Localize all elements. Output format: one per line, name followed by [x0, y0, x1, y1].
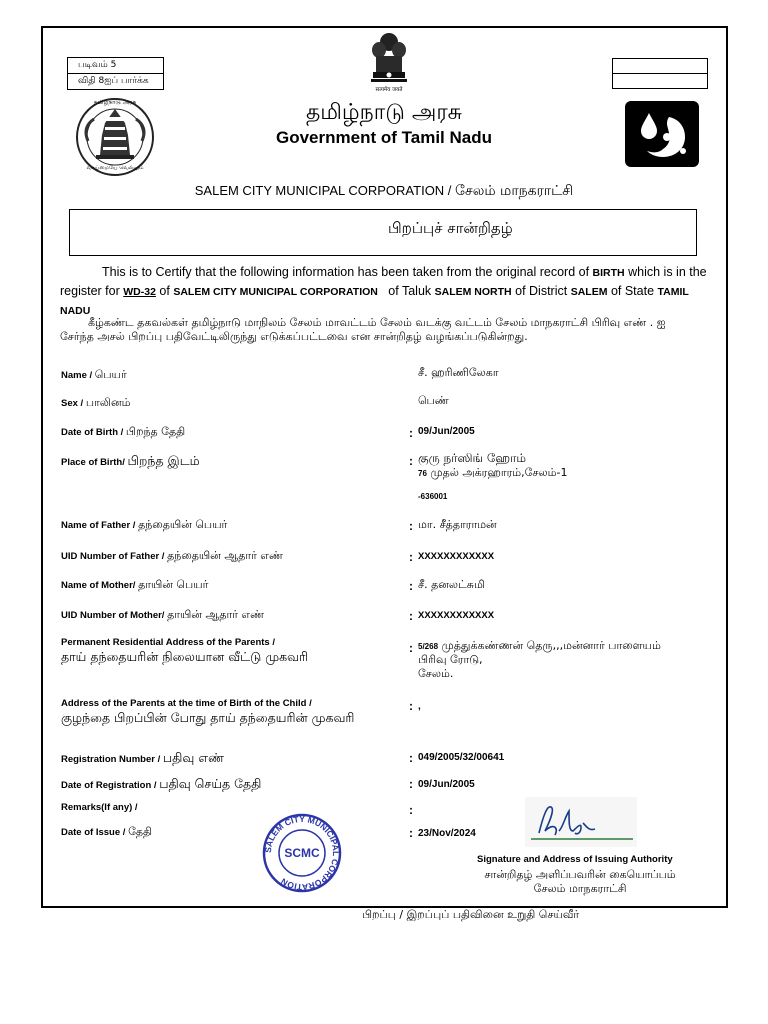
certification-statement-en: This is to Certify that the following information has been taken from the original record of BIRTH which is in the register for WD-32 of SALEM CITY MUNICIPAL CORPORATION of Taluk SALEM NORTH of District SALEM of State TAMIL NADU — [60, 265, 707, 317]
taluk: SALEM NORTH — [434, 286, 512, 298]
ward-number: WD-32 — [123, 286, 156, 298]
seal-top-text: தமிழ்நாடு அரசு — [93, 99, 137, 106]
certificate-title-box — [69, 209, 697, 256]
emblem-caption: सत्यमेव जयते — [375, 87, 403, 93]
signature-caption-en: Signature and Address of Issuing Authority — [477, 854, 673, 865]
svg-text:SALEM CITY MUNICIPAL CORPORATI: SALEM CITY MUNICIPAL CORPORATION — [262, 813, 342, 893]
value-sex: பெண் — [418, 394, 449, 407]
value-pob-line1: குரு நர்ஸிங் ஹோம் — [418, 451, 527, 465]
value-permanent-address-line3: சேலம். — [418, 667, 454, 680]
value-father: மா. சீத்தாராமன் — [418, 518, 497, 531]
national-emblem — [366, 30, 412, 94]
title-tamil: தமிழ்நாடு அரசு — [305, 100, 463, 125]
form-number: படிவம் 5 — [78, 60, 117, 70]
corporation-stamp — [258, 813, 346, 893]
label-remarks: Remarks(If any) / — [61, 802, 138, 813]
value-registration-number: 049/2005/32/00641 — [418, 752, 505, 763]
label-mother: Name of Mother/ தாயின் பெயர் — [61, 578, 209, 591]
value-dob: 09/Jun/2005 — [418, 426, 475, 437]
label-name: Name / பெயர் — [61, 368, 127, 381]
form-number-box — [67, 57, 164, 90]
signature-scribble-icon — [525, 797, 637, 847]
corporation-name-ta: சேலம் மாநகராட்சி — [455, 183, 574, 199]
round-stamp-icon — [258, 813, 346, 893]
label-issue-date: Date of Issue / தேதி — [61, 825, 153, 838]
state: TAMIL NADU — [60, 286, 689, 317]
value-issue-date: 23/Nov/2024 — [418, 828, 476, 839]
seal-bottom-text: வாய்மையே வெல்லும் — [86, 165, 144, 171]
label-uid-father: UID Number of Father / தந்தையின் ஆதார் எண் — [61, 549, 283, 562]
label-dob: Date of Birth / பிறந்த தேதி — [61, 425, 186, 438]
value-permanent-address-line2: பிரிவு ரோடு, — [418, 653, 483, 666]
label-uid-mother: UID Number of Mother/ தாயின் ஆதார் எண் — [61, 608, 265, 621]
svg-text:SCMC: SCMC — [284, 846, 320, 860]
value-pob-line2: 76 முதல் அக்ரஹாரம்,சேலம்-1 — [418, 466, 568, 479]
value-permanent-address-line1: 5/268 முத்துக்கண்ணன் தெரு,,,மன்னார் பாளையம் — [418, 639, 661, 652]
label-permanent-address: Permanent Residential Address of the Parents / தாய் தந்தையரின் நிலையான வீட்டு முகவரி — [61, 637, 309, 664]
record-type: BIRTH — [592, 267, 625, 279]
label-father: Name of Father / தந்தையின் பெயர் — [61, 518, 228, 531]
value-uid-father: XXXXXXXXXXXX — [418, 551, 495, 562]
footer-note: பிறப்பு / இறப்புப் பதிவினை உறுதி செய்வீர் — [362, 908, 580, 921]
signature-caption-ta: சான்றிதழ் அளிப்பவரின் கையொப்பம் சேலம் மாநகராட்சி — [484, 868, 676, 895]
value-name: சீ. ஹரிணிலேகா — [418, 366, 499, 379]
district: SALEM — [570, 286, 608, 298]
corporation-name — [0, 183, 768, 201]
title-english: Government of Tamil Nadu — [276, 128, 492, 147]
value-uid-mother: XXXXXXXXXXXX — [418, 610, 495, 621]
value-registration-date: 09/Jun/2005 — [418, 779, 475, 790]
label-sex: Sex / பாலினம் — [61, 396, 131, 409]
certification-statement-ta: கீழ்கண்ட தகவல்கள் தமிழ்நாடு மாநிலம் சேலம் மாவட்டம் சேலம் வடக்கு வட்டம் சேலம் மாநகராட்சி பிரிவு எண் . ஐ சேர்ந்த அசல் பிறப்பு பதிவேட்டிலிருந்து எடுக்கப்பட்டவை என சான்றிதழ் வழங்கப்படுகின்றது. — [60, 316, 666, 343]
label-birth-address: Address of the Parents at the time of Birth of the Child / குழந்தை பிறப்பின் போது தாய் தந்தையரின் முகவரி — [61, 698, 355, 725]
label-registration-number: Registration Number / பதிவு எண் — [61, 750, 225, 765]
label-pob: Place of Birth/ பிறந்த இடம் — [61, 453, 200, 468]
value-pob-pincode: -636001 — [418, 492, 448, 501]
reference-box — [612, 58, 708, 89]
signature — [525, 797, 637, 847]
value-birth-address: , — [418, 701, 421, 712]
certificate-title: பிறப்புச் சான்றிதழ் — [388, 219, 513, 237]
form-rule: விதி 8ஐப் பார்க்க — [68, 73, 163, 89]
label-registration-date: Date of Registration / பதிவு செய்த தேதி — [61, 776, 262, 791]
value-mother: சீ. தனலட்சுமி — [418, 578, 485, 591]
corporation-ref: SALEM CITY MUNICIPAL CORPORATION — [173, 286, 378, 298]
corporation-name-en: SALEM CITY MUNICIPAL CORPORATION / — [194, 183, 456, 198]
